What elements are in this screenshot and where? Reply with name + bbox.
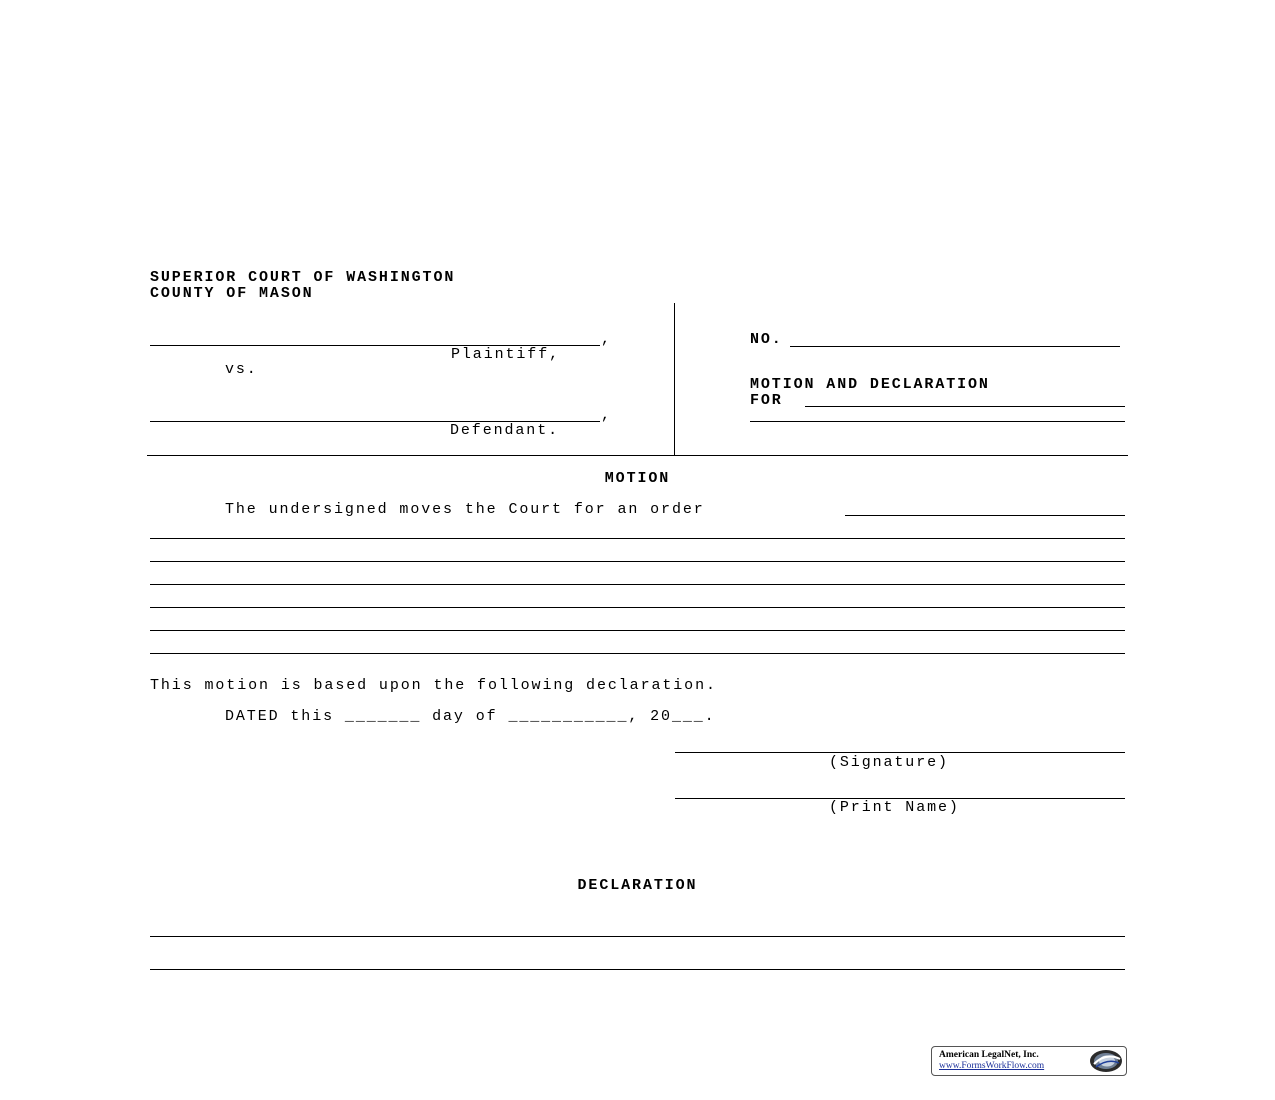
based-upon-text: This motion is based upon the following declaration. bbox=[150, 677, 717, 694]
motion-intro-text: The undersigned moves the Court for an order bbox=[225, 501, 705, 518]
order-description-line[interactable] bbox=[150, 584, 1125, 585]
motion-heading: MOTION bbox=[604, 470, 671, 487]
signature-label: (Signature) bbox=[829, 754, 949, 771]
declaration-line[interactable] bbox=[150, 969, 1125, 970]
motion-for-field-line2[interactable] bbox=[750, 421, 1125, 422]
caption-bottom-rule bbox=[147, 455, 1128, 456]
order-description-line[interactable] bbox=[150, 630, 1125, 631]
footer-url-link[interactable]: www.FormsWorkFlow.com bbox=[939, 1061, 1045, 1071]
motion-for-field[interactable] bbox=[805, 406, 1125, 407]
document-title: MOTION AND DECLARATION bbox=[750, 376, 990, 393]
dated-line[interactable]: DATED this _______ day of ___________, 20___. bbox=[225, 708, 716, 725]
plaintiff-comma: , bbox=[601, 331, 612, 348]
county-name: COUNTY OF MASON bbox=[150, 285, 314, 302]
print-name-label: (Print Name) bbox=[829, 799, 960, 816]
declaration-heading: DECLARATION bbox=[577, 877, 698, 894]
court-name: SUPERIOR COURT OF WASHINGTON bbox=[150, 269, 456, 286]
order-description-line[interactable] bbox=[150, 561, 1125, 562]
defendant-comma: , bbox=[601, 407, 612, 424]
case-number-label: NO. bbox=[750, 331, 783, 348]
order-description-line[interactable] bbox=[150, 538, 1125, 539]
plaintiff-label: Plaintiff, bbox=[451, 346, 561, 363]
order-description-line[interactable] bbox=[150, 607, 1125, 608]
signature-line[interactable] bbox=[675, 752, 1125, 753]
declaration-line[interactable] bbox=[150, 936, 1125, 937]
case-number-field[interactable] bbox=[790, 346, 1120, 347]
order-description-line[interactable] bbox=[150, 653, 1125, 654]
footer-company-name: American LegalNet, Inc. bbox=[939, 1050, 1039, 1060]
caption-divider bbox=[674, 303, 675, 455]
vs-label: vs. bbox=[225, 361, 258, 378]
defendant-label: Defendant. bbox=[450, 422, 560, 439]
footer-badge[interactable] bbox=[931, 1046, 1127, 1076]
globe-logo-icon bbox=[1088, 1048, 1124, 1074]
order-description-line1[interactable] bbox=[845, 515, 1125, 516]
document-title-for: FOR bbox=[750, 392, 783, 409]
